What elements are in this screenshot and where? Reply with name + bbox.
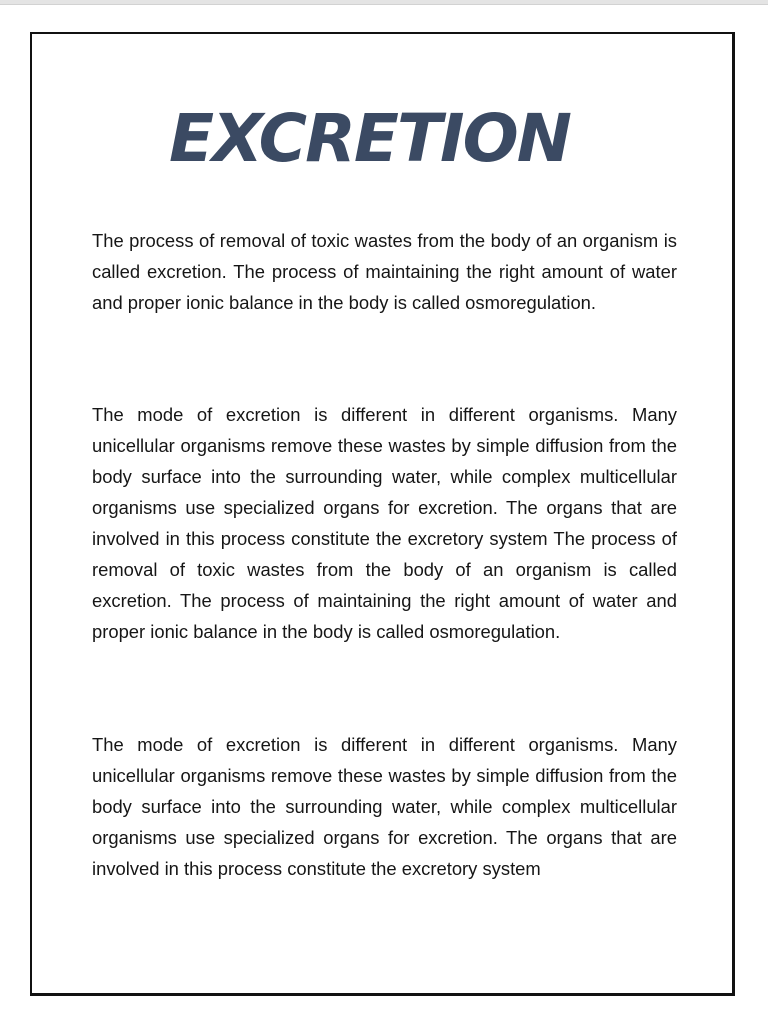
paragraph-2: The mode of excretion is different in different organisms. Many unicellular organisms remove these wastes by simple diffusion from the body surface into the surrounding water, while complex multicellular organisms use specialized organs for excretion. The organs that are involved in this process constitute the excretory system The process of removal of toxic wastes from the body of an organism is called excretion. The process of maintaining the right amount of water and proper ionic balance in the body is called osmoregulation. xyxy=(92,404,677,642)
top-window-strip xyxy=(0,0,768,5)
page-title: EXCRETION xyxy=(169,100,570,177)
paragraph-1: The process of removal of toxic wastes from the body of an organism is called excretion. The process of maintaining the right amount of water and proper ionic balance in the body is called osmoregulation. xyxy=(92,230,677,313)
document-page xyxy=(30,32,735,996)
paragraph-3: The mode of excretion is different in different organisms. Many unicellular organisms remove these wastes by simple diffusion from the body surface into the surrounding water, while complex multicellular organisms use specialized organs for excretion. The organs that are involved in this process constitute the excretory system xyxy=(92,734,677,879)
